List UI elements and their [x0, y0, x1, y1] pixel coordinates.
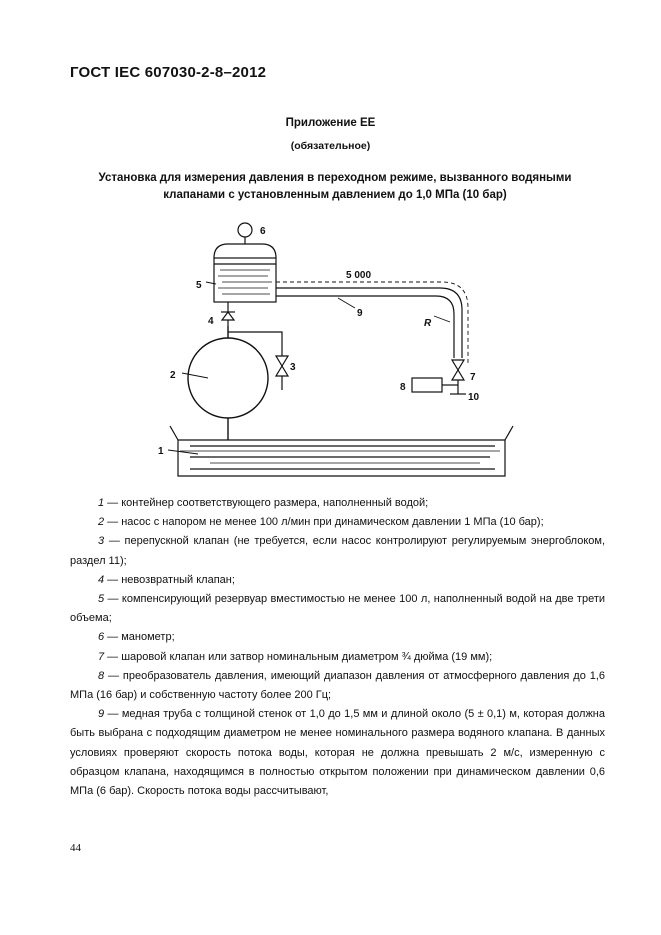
legend-item: 6 — манометр;: [98, 631, 175, 644]
pump-symbol: [188, 326, 268, 440]
page-number: 44: [70, 842, 81, 854]
ball-valve-symbol: [450, 360, 466, 394]
standard-code: ГОСТ IEC 607030-2-8–2012: [70, 64, 267, 81]
legend-item: 1 — контейнер соответствующего размера, наполненный водой;: [98, 497, 429, 509]
label-bend-radius: R: [424, 318, 432, 329]
annex-title: Приложение ЕЕ: [285, 117, 376, 129]
legend-item: 3 — перепускной клапан (не требуется, если насос контролируют регулируемым энергоблоком, раздел 11);: [70, 535, 605, 567]
copper-pipe-symbol: [276, 282, 468, 364]
legend-item: 2 — насос с напором не менее 100 л/мин при динамическом давлении 1 МПа (10 бар);: [98, 516, 544, 529]
test-setup-diagram: [150, 218, 530, 478]
pressure-transducer-symbol: [412, 378, 458, 392]
label-pipe: 9: [357, 308, 363, 319]
label-manometer: 6: [260, 226, 266, 237]
check-valve-symbol: [221, 302, 235, 326]
label-pipe-length: 5 000: [346, 270, 372, 281]
label-bypass-valve: 3: [290, 362, 296, 373]
legend-item: 9 — медная труба с толщиной стенок от 1,0 до 1,5 мм и длиной около (5 ± 0,1) м, которая должна быть выбрана с подходящим диаметром не менее номинального размера водяного клапана. В данных условиях проверяют скорость потока воды, которая не должна превышать 2 м/с, измеренную с образцом клапана, находящимся в полностью открытом положении при динамическом давлении 0,6 МПа (6 бар). Скорость потока воды рассчитывают,: [70, 708, 605, 798]
leader-lines: [168, 282, 450, 454]
label-transducer: 8: [400, 382, 406, 393]
label-container: 1: [158, 446, 164, 457]
label-ball-valve: 7: [470, 372, 476, 383]
label-pump: 2: [170, 370, 176, 381]
label-check-valve: 4: [208, 316, 214, 327]
annex-heading: Установка для измерения давления в переходном режиме, вызванного водяными клапанами с установленным давлением до 1,0 МПа (10 бар): [98, 172, 572, 201]
legend-item: 4 — невозвратный клапан;: [98, 573, 235, 586]
legend-item: 5 — компенсирующий резервуар вместимостью не менее 100 л, наполненный водой на две трети объема;: [70, 593, 605, 625]
bypass-valve-symbol: [228, 332, 288, 390]
legend-item: 7 — шаровой клапан или затвор номинальным диаметром ¾ дюйма (19 мм);: [98, 650, 493, 663]
annex-status: (обязательное): [290, 140, 371, 152]
legend-item: 8 — преобразователь давления, имеющий диапазон давления от атмосферного давления до 1,6 МПа (16 бар) и собственную частоту более 200 Гц;: [70, 669, 605, 702]
legend: [70, 494, 605, 801]
manometer-symbol: [238, 223, 252, 244]
water-container: [170, 426, 513, 476]
compensating-tank-symbol: [214, 244, 276, 302]
label-tap: 10: [468, 392, 480, 403]
label-tank: 5: [196, 280, 202, 291]
